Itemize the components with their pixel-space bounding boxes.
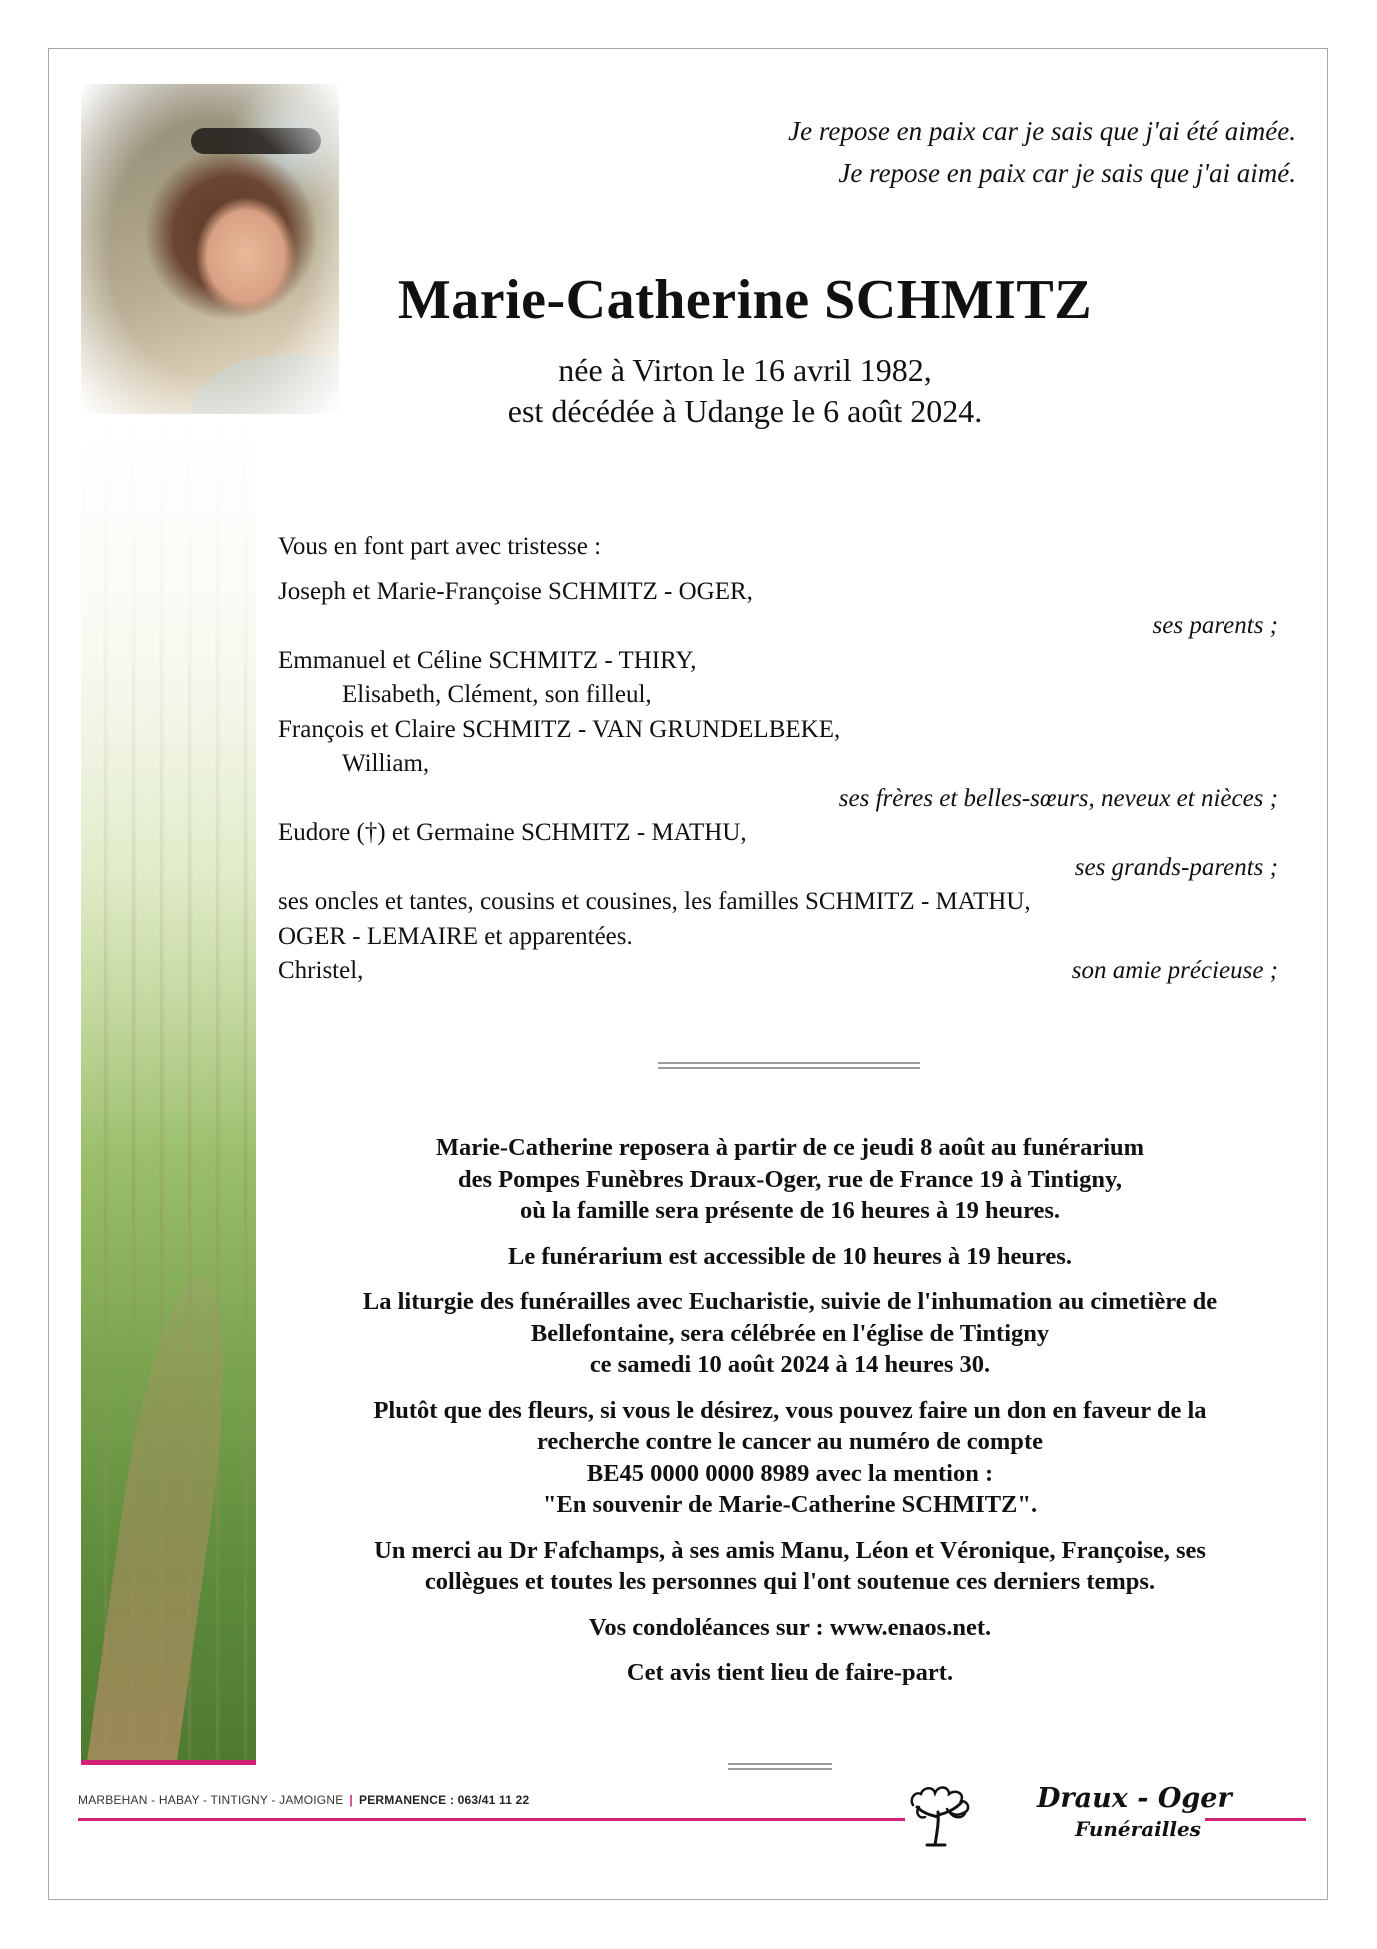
info-donation [280,1395,1300,1521]
info-thanks [280,1535,1300,1598]
quote-line-1: Je repose en paix car je sais que j'ai été aimée. [788,116,1296,146]
epitaph-quote [788,110,1296,194]
info-condolences: Vos condoléances sur : www.enaos.net. [588,1613,992,1641]
family-sibling-2: François et Claire SCHMITZ - VAN GRUNDELBEKE, [278,715,841,743]
info-donation-line-3: BE45 0000 0000 8989 avec la mention : [586,1459,994,1487]
family-friend-relation: son amie précieuse ; [1071,957,1278,984]
funeral-info [280,1132,1300,1703]
footer-locations: MARBEHAN - HABAY - TINTIGNY - JAMOIGNE [78,1793,344,1807]
info-donation-line-4: "En souvenir de Marie-Catherine SCHMITZ". [542,1491,1038,1518]
info-liturgy-line-1: La liturgie des funérailles avec Eucharistie, suivie de l'inhumation au cimetière de [362,1288,1218,1315]
family-extended-2: OGER - LEMAIRE et apparentées. [278,922,633,950]
info-liturgy-line-2: Bellefontaine, sera célébrée en l'église de Tintigny [530,1319,1050,1347]
footer-separator: | [349,1793,353,1807]
info-liturgy-line-3: ce samedi 10 août 2024 à 14 heures 30. [589,1351,991,1378]
deceased-name: Marie-Catherine SCHMITZ [397,269,1093,331]
info-viewing-line-1: Marie-Catherine reposera à partir de ce jeudi 8 août au funérarium [435,1134,1145,1161]
family-sibling-1-children: Elisabeth, Clément, son filleul, [342,681,652,708]
family-parents: Joseph et Marie-Françoise SCHMITZ - OGER, [278,577,753,605]
info-viewing-line-2: des Pompes Funèbres Draux-Oger, rue de France 19 à Tintigny, [457,1165,1122,1193]
info-viewing [280,1132,1300,1227]
birth-line: née à Virton le 16 avril 1982, [558,352,932,388]
info-thanks-line-1: Un merci au Dr Fafchamps, à ses amis Manu, Léon et Véronique, Françoise, ses [374,1536,1206,1564]
forest-path [87,1274,246,1764]
family-parents-relation: ses parents ; [1152,612,1278,639]
forest-accent-bar [81,1760,256,1765]
info-liturgy [280,1286,1300,1381]
logo-brand: Draux - Oger [1037,1783,1232,1814]
info-donation-line-2: recherche contre le cancer au numéro de compte [537,1428,1043,1455]
family-friend-row [278,954,1298,989]
forest-path-image [81,414,256,1760]
family-grandparents-relation: ses grands-parents ; [1074,853,1278,881]
info-donation-line-1: Plutôt que des fleurs, si vous le désirez, vous pouvez faire un don en faveur de la [373,1396,1207,1424]
info-viewing-line-3: où la famille sera présente de 16 heures à 19 heures. [519,1197,1061,1224]
family-announcement [278,530,1298,989]
family-friend: Christel, [278,957,364,984]
section-divider [658,1062,920,1069]
quote-line-2: Je repose en paix car je sais que j'ai aimé. [838,158,1296,188]
portrait-shoulder [191,354,339,414]
family-sibling-2-children: William, [342,750,430,777]
life-dates [350,350,1140,432]
info-hours: Le funérarium est accessible de 10 heures à 19 heures. [508,1242,1072,1270]
family-grandparents: Eudore (†) et Germaine SCHMITZ - MATHU, [278,819,747,846]
bottom-divider [728,1763,832,1770]
death-line: est décédée à Udange le 6 août 2024. [507,393,983,429]
funeral-home-logo [905,1777,1232,1847]
family-intro: Vous en font part avec tristesse : [278,533,602,560]
tree-icon [905,1777,989,1847]
family-siblings-relation: ses frères et belles-sœurs, neveux et nièces ; [838,784,1278,812]
logo-subtitle: Funérailles [1075,1817,1201,1841]
portrait-photo [81,84,339,414]
family-extended-1: ses oncles et tantes, cousins et cousines, les familles SCHMITZ - MATHU, [278,888,1031,915]
portrait-sunglasses [191,128,321,154]
info-notice: Cet avis tient lieu de faire-part. [626,1659,954,1686]
family-sibling-1: Emmanuel et Céline SCHMITZ - THIRY, [278,646,697,674]
footer-permanence: PERMANENCE : 063/41 11 22 [358,1793,530,1807]
footer-contact [78,1793,529,1807]
info-thanks-line-2: collègues et toutes les personnes qui l'ont soutenue ces derniers temps. [424,1568,1156,1595]
